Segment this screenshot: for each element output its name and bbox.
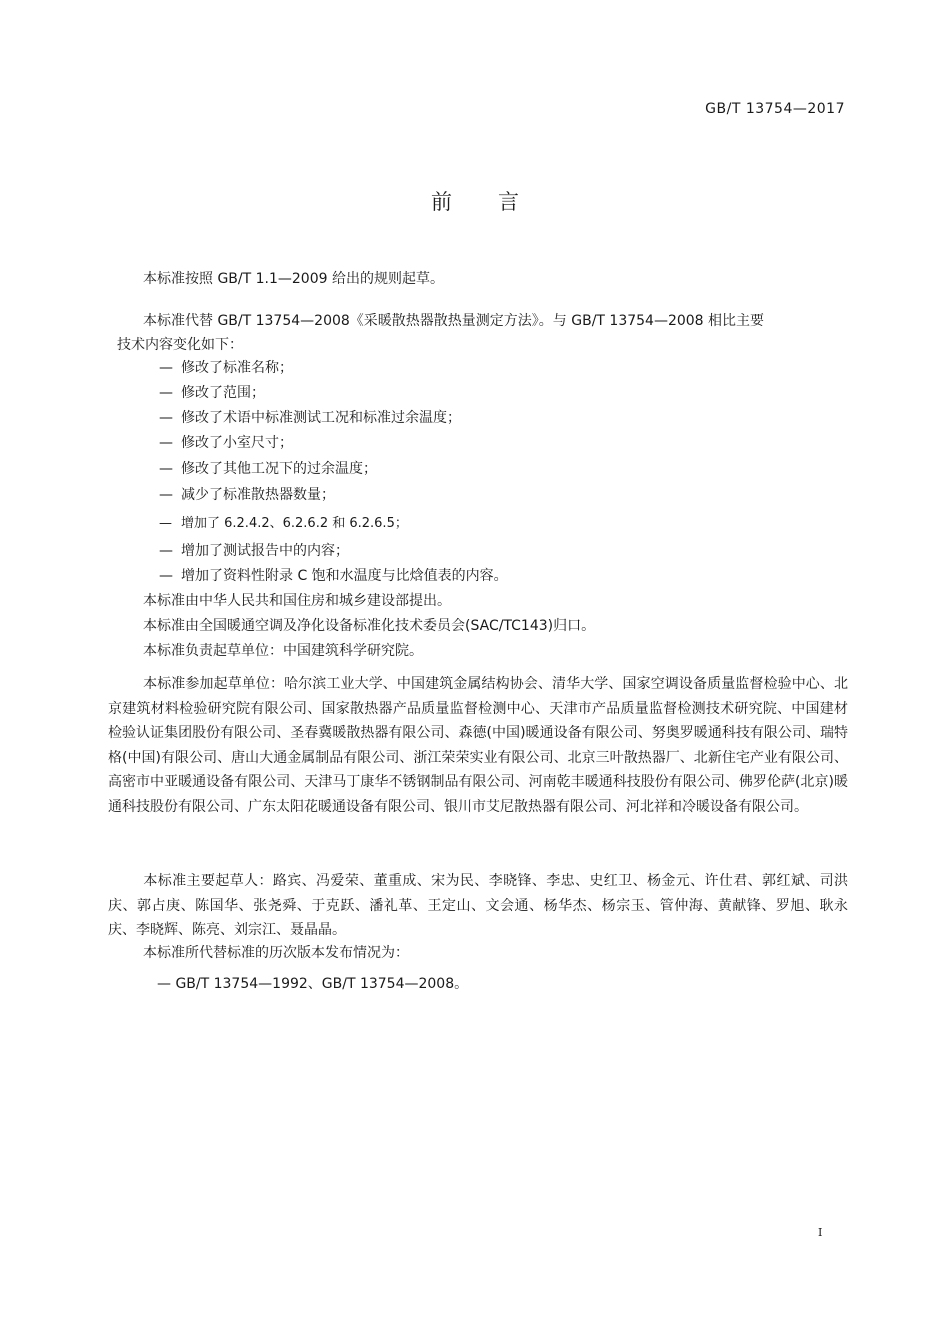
list-item: — 修改了范围； [159, 385, 265, 401]
page-title [0, 186, 950, 216]
paragraph-drafting-rules: 本标准按照 GB/T 1.1—2009 给出的规则起草。 [143, 271, 444, 287]
standard-code: GB/T 13754—2017 [705, 101, 845, 117]
list-item: — 修改了术语中标准测试工况和标准过余温度； [159, 410, 461, 426]
title-part-1: 前 [431, 190, 452, 214]
paragraph-history: 本标准所代替标准的历次版本发布情况为： [143, 945, 409, 961]
paragraph-committee: 本标准由全国暖通空调及净化设备标准化技术委员会(SAC/TC143)归口。 [143, 618, 596, 634]
page-number: I [818, 1226, 823, 1239]
title-part-2: 言 [498, 190, 519, 214]
history-list-item: — GB/T 13754—1992、GB/T 13754—2008。 [157, 976, 469, 992]
paragraph-replaces-line-2: 技术内容变化如下： [117, 337, 243, 353]
paragraph-participating-units: 本标准参加起草单位：哈尔滨工业大学、中国建筑金属结构协会、清华大学、国家空调设备质量监督检验中心、北京建筑材料检验研究院有限公司、国家散热器产品质量监督检测中心、天津市产品质量监督检测技术研究院、中国建材检验认证集团股份有限公司、圣春冀暖散热器有限公司、森德(中国)暖通设备有限公司、努奥罗暖通科技有限公司、瑞特格(中国)有限公司、唐山大通金属制品有限公司、浙江荣荣实业有限公司、北京三叶散热器厂、北新住宅产业有限公司、高密市中亚暖通设备有限公司、天津马丁康华不锈钢制品有限公司、河南乾丰暖通科技股份有限公司、佛罗伦萨(北京)暖通科技股份有限公司、广东太阳花暖通设备有限公司、银川市艾尼散热器有限公司、河北祥和冷暖设备有限公司。 [108, 676, 848, 815]
list-item: — 减少了标准散热器数量； [159, 487, 335, 503]
list-item: — 修改了标准名称； [159, 360, 293, 376]
list-item: — 增加了资料性附录 C 饱和水温度与比焓值表的内容。 [159, 568, 508, 584]
list-item: — 增加了测试报告中的内容； [159, 543, 349, 559]
list-item: — 修改了小室尺寸； [159, 435, 293, 451]
paragraph-proposer: 本标准由中华人民共和国住房和城乡建设部提出。 [143, 593, 451, 609]
paragraph-main-drafters: 本标准主要起草人：路宾、冯爱荣、董重成、宋为民、李晓锋、李忠、史红卫、杨金元、许仕君、郭红斌、司洪庆、郭占庚、陈国华、张尧舜、于克跃、潘礼革、王定山、文会通、杨华杰、杨宗玉、管仲海、黄献锋、罗旭、耿永庆、李晓辉、陈亮、刘宗江、聂晶晶。 [108, 873, 848, 938]
list-item: — 修改了其他工况下的过余温度； [159, 461, 377, 477]
paragraph-lead-drafter: 本标准负责起草单位：中国建筑科学研究院。 [143, 643, 423, 659]
paragraph-replaces-line-1: 本标准代替 GB/T 13754—2008《采暖散热器散热量测定方法》。与 GB/T 13754—2008 相比主要 [143, 313, 765, 329]
list-item: — 增加了 6.2.4.2、6.2.6.2 和 6.2.6.5； [159, 516, 408, 531]
